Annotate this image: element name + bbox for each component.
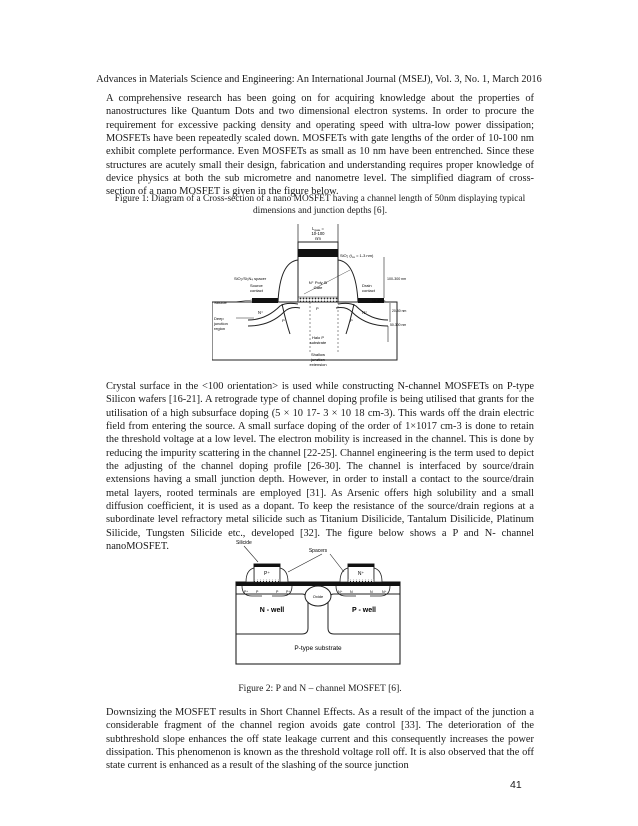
fig1-label-halo-2: substrate [309,340,327,345]
figure1-caption: Figure 1: Diagram of a Cross-section of a nano MOSFET having a channel length of 50nm displaying typical dimensions and junction depths [6]. [114,194,526,216]
fig1-label-source-1: Source [250,283,263,288]
fig1-label-lgate-unit: nm [315,236,321,241]
figure1-diagram [212,222,412,382]
fig1-label-p-mid: P [316,306,319,311]
fig2-label-n-well: N - well [259,607,285,614]
fig1-label-gate-1: N⁺ Poly Si [308,280,328,285]
fig2-label-substrate: P-type substrate [294,645,342,652]
fig1-label-deep-1: Deep [214,316,224,321]
fig2-label-oxide: Oxide [312,594,324,599]
fig2-label-p-well: P - well [352,607,376,614]
paragraph-downsizing: Downsizing the MOSFET results in Short Channel Effects. As a result of the impact of the junction a considerable fragment of the channel region avoids gate control [33]. The deterioration of the subthreshold slope enhances the off state leakage current and this consequently increases the power dissipation. This phenomenon is known as the threshold voltage roll off. It is also observed that the off state current is enhanced as a result of the slashing of the source junction [106,707,534,772]
fig1-label-dim-ext: 20-50 nm [392,309,407,313]
fig2-label-pp4: P⁺ [286,590,291,594]
paragraph-intro: A comprehensive research has been going on for acquiring knowledge about the properties of nanostructures like Quantum Dots and two dimensional electron systems. In order to procure the requirement for excessive packing density and operating speed with ultra-low power dissipation; MOSFETs have been repeatedly scaled down. MOSFETs with gate lengths of the order of 10-100 nm exhibit complete performance. Even MOSFETs as small as 10 nm have been entrenched. Since these structures are acutely small their design, fabrication and understanding requires proper knowledge of device physics at both the sub micrometre and nanometre level. The simplified diagram of cross- section of a nano MOSFET is given in the figure below. [106,93,534,198]
fig2-label-nn2: N [350,590,353,594]
fig2-silicide-bar [236,582,400,586]
fig1-label-dim-silicide: 10-40nm [372,299,386,303]
fig1-label-spacer: SiO₂/Si₃N₄ spacer [234,276,267,281]
fig1-label-shallow-3: extension [309,362,327,367]
fig1-substrate [212,302,397,360]
fig1-gate-silicide [298,249,338,257]
fig1-label-drain-2: contact [362,288,375,293]
fig1-label-source-2: contact [250,288,263,293]
fig1-label-lgate: $L_{gate}$ = [312,226,324,232]
fig2-label-pp2: P [256,590,259,594]
fig1-label-gate-2: Gate [313,285,323,290]
fig1-spacer-right [338,260,358,302]
fig1-gate-oxide [298,297,338,302]
fig1-label-deep-3: region [214,326,226,331]
fig2-label-nn4: N⁺ [382,590,387,594]
fig1-label-nplus-left: N⁺ [258,310,264,315]
fig2-label-nn3: N [370,590,373,594]
fig1-label-shallow-2: junction [311,357,325,362]
fig1-label-dim-deep: 50-300 nm [390,323,407,327]
fig2-label-nn1: N⁺ [338,590,343,594]
running-header: Advances in Materials Science and Engineering: An International Journal (MSEJ), Vol. 3, No. 1, March 2016 [96,74,542,85]
fig1-label-deep-2: junction [214,321,228,326]
fig2-label-gate-p: P⁺ [264,571,270,577]
fig1-label-dim-gate: 100-300 nm [387,277,407,281]
fig2-label-spacers: Spacers [308,548,328,554]
fig1-label-drain-1: Drain [362,283,372,288]
fig1-label-nplus-right: N⁺ [362,310,368,315]
figure2-caption: Figure 2: P and N – channel MOSFET [6]. [238,683,402,694]
fig1-label-p-left: P [282,318,285,323]
fig1-label-p-right: P [350,318,353,323]
fig1-label-halo-1: Halo P [311,335,325,340]
fig1-source-silicide [252,298,278,303]
paragraph-crystal: Crystal surface in the <100 orientation> is used while constructing N-channel MOSFETs on P-type Silicon wafers [16-21]. A retrograde type of channel doping profile is being utilised that grants for the utilisation of a high subsurface doping (5 × 10 17- 3 × 10 18 cm-3). This wards off the drain electric field from entering the source. A small surface doping of the order of 1×1017 cm-3 is done to retain the threshold voltage at a low level. The electron mobility is increased in the channel. This is done by reducing the impurity scattering in the channel [22-25]. Channel engineering is the term used to depict the adjusting of the channel doping profile [26-30]. The channel is interfaced by source/drain extensions having a small junction depth. However, in order to install a contact to the source/drain metal layers, rooted terminals are employed [31]. As Arsenic offers high solubility and a small diffusion coefficient, it is used as a dopant. To keep the resistance of the source/drain regions at a subordinate level refractory metal silicide such as Titanium Disilicide, Tantalum Disilicide, Platinum Silicide, Tungsten Silicide etc., developed [32]. The figure below shows a P and N- channel nanoMOSFET. [106,381,534,553]
page-number: 41 [510,779,522,791]
fig1-spacer-left [278,260,298,302]
fig1-label-shallow-1: Shallow [310,352,326,357]
figure2-diagram [232,538,404,666]
fig1-label-oxide: SiO₂ ($t_{ox} = 1-3$ nm) [340,253,374,259]
fig2-label-pp1: P⁺ [244,590,249,594]
fig1-label-silicide: Silicide [214,300,227,305]
fig1-label-lgate-value: 10-100 [311,231,325,236]
fig2-label-silicide: Silicide [236,540,252,546]
fig2-label-gate-n: N⁺ [357,571,365,577]
fig2-label-pp3: P [276,590,279,594]
